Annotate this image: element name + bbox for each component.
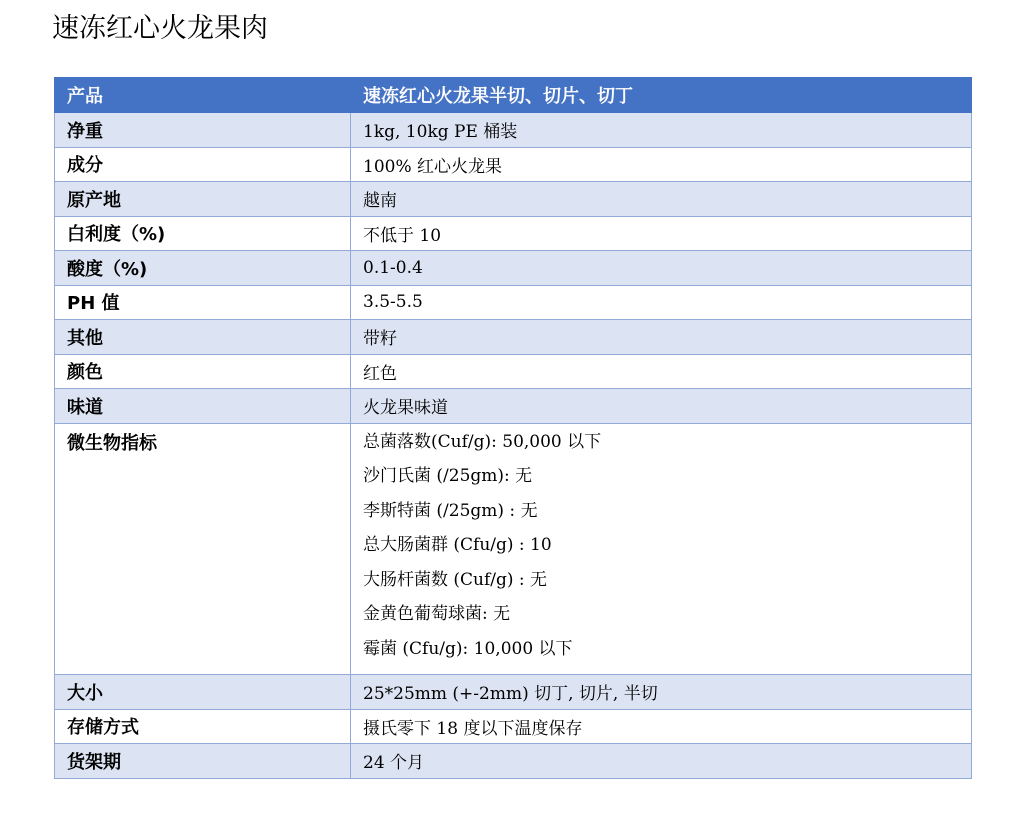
row-label: 味道: [55, 389, 351, 424]
table-row-origin: [55, 182, 972, 217]
table-row-acidity: [55, 251, 972, 286]
row-value: 火龙果味道: [351, 389, 972, 424]
row-label: 微生物指标: [55, 423, 351, 675]
row-label: 成分: [55, 147, 351, 182]
row-value: 红色: [351, 354, 972, 389]
row-value: 不低于 10: [351, 216, 972, 251]
row-label: 颜色: [55, 354, 351, 389]
micro-line: 大肠杆菌数 (Cuf/g) : 无: [363, 569, 548, 590]
micro-line: 总大肠菌群 (Cfu/g) : 10: [363, 535, 552, 555]
row-value: 100% 红心火龙果: [351, 147, 972, 182]
table-row-brix: [55, 216, 972, 251]
row-value: 3.5-5.5: [351, 285, 972, 320]
row-label: 大小: [55, 675, 351, 710]
micro-line: 沙门氏菌 (/25gm): 无: [363, 466, 533, 486]
row-label: 货架期: [55, 744, 351, 779]
table-row-ingredients: [55, 147, 972, 182]
row-label: 其他: [55, 320, 351, 355]
table-row-taste: [55, 389, 972, 424]
row-value: 0.1-0.4: [351, 251, 972, 286]
table-row-ph: [55, 285, 972, 320]
row-value: 1kg, 10kg PE 桶装: [351, 113, 972, 148]
product-spec-table: [54, 77, 972, 779]
micro-line: 总菌落数(Cuf/g): 50,000 以下: [363, 431, 602, 452]
row-label: 净重: [55, 113, 351, 148]
row-label: 存储方式: [55, 709, 351, 744]
table-row-microbiology: [55, 423, 972, 675]
table-row-storage: [55, 709, 972, 744]
header-value-cell: 速冻红心火龙果半切、切片、切丁: [351, 78, 972, 113]
row-value: 越南: [351, 182, 972, 217]
table-row-size: [55, 675, 972, 710]
micro-line: 金黄色葡萄球菌: 无: [363, 604, 511, 624]
row-label: 白利度（%): [55, 216, 351, 251]
micro-line: 李斯特菌 (/25gm) : 无: [363, 500, 538, 521]
row-value: 带籽: [351, 320, 972, 355]
row-value: 摄氏零下 18 度以下温度保存: [351, 709, 972, 744]
row-label: 酸度（%): [55, 251, 351, 286]
row-label: 原产地: [55, 182, 351, 217]
row-value: 24 个月: [351, 744, 972, 779]
table-row-other: [55, 320, 972, 355]
table-row-net-weight: [55, 113, 972, 148]
row-value-microbiology: [351, 423, 972, 675]
table-header-row: [55, 78, 972, 113]
row-value: 25*25mm (+-2mm) 切丁, 切片, 半切: [351, 675, 972, 710]
table-row-shelf-life: [55, 744, 972, 779]
row-label: PH 值: [55, 285, 351, 320]
header-label-cell: 产品: [55, 78, 351, 113]
document-title: 速冻红心火龙果肉: [52, 13, 268, 44]
table-row-color: [55, 354, 972, 389]
micro-line: 霉菌 (Cfu/g): 10,000 以下: [363, 638, 573, 659]
